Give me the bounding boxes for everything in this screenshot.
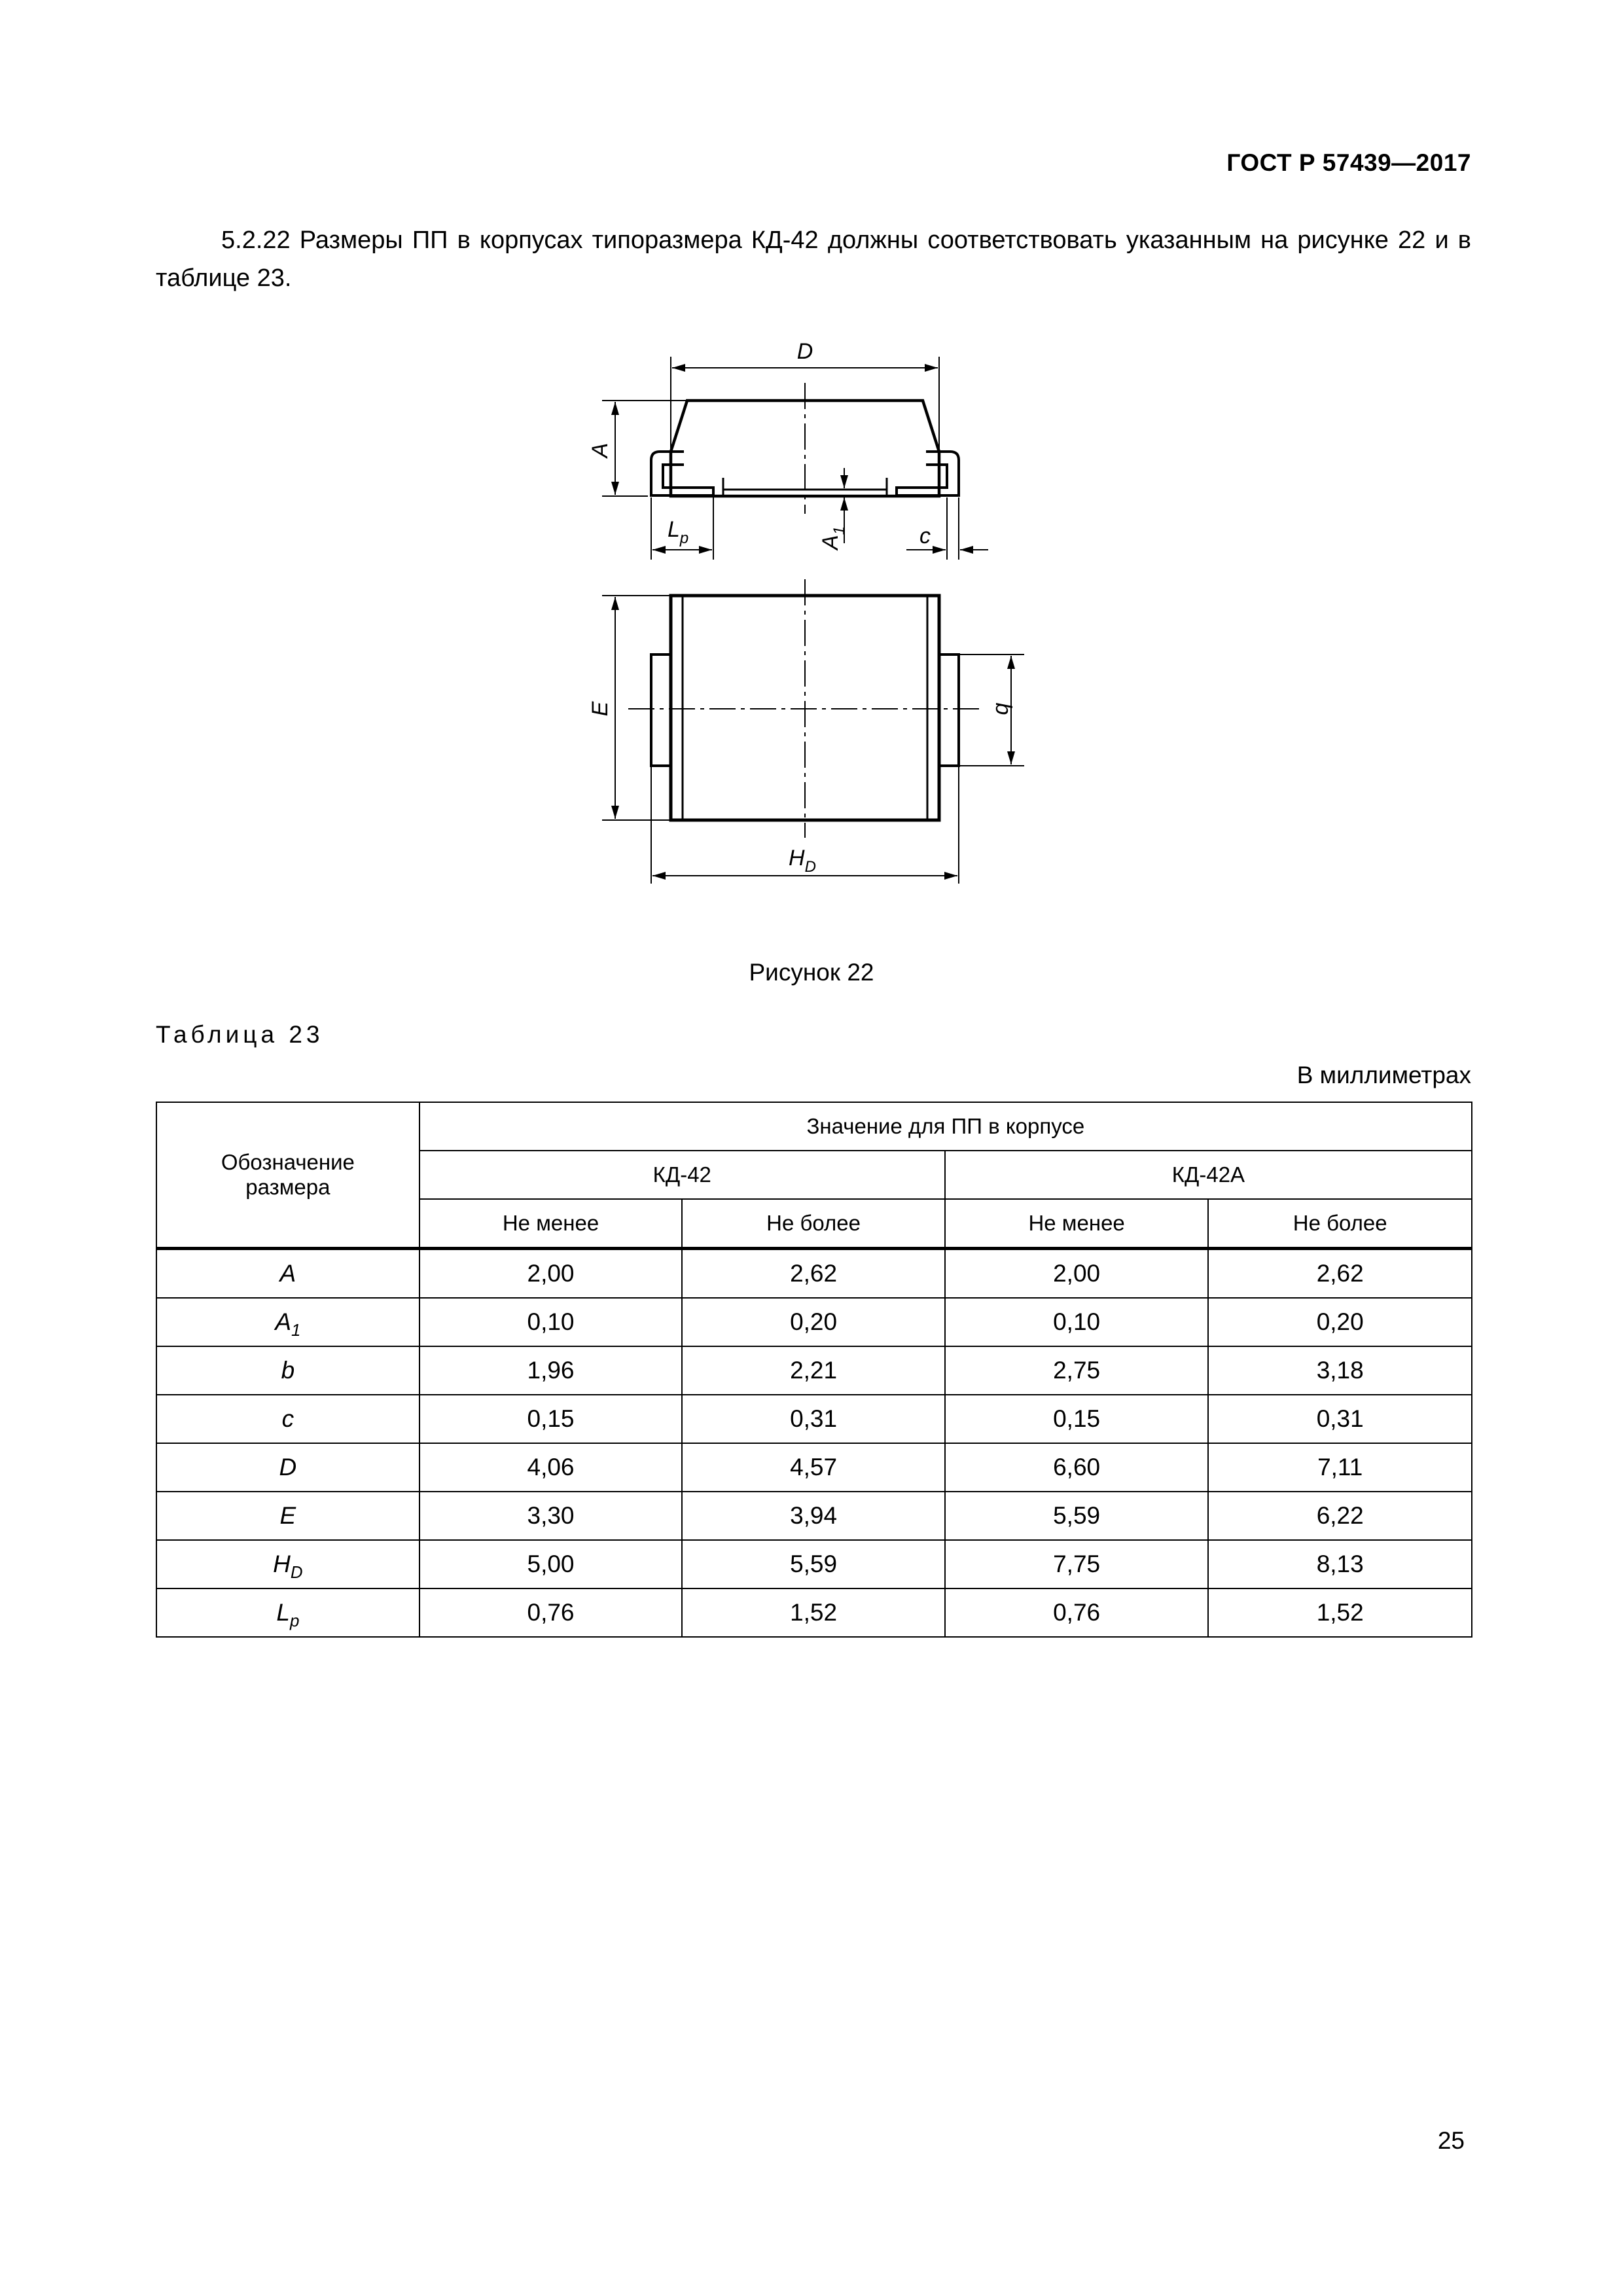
dimension-value: 5,59 <box>945 1492 1209 1540</box>
dimension-value: 0,10 <box>419 1298 683 1346</box>
dimension-value: 4,06 <box>419 1443 683 1492</box>
dimension-value: 0,76 <box>945 1588 1209 1637</box>
table-row <box>156 1492 1472 1540</box>
dimension-symbol-main: c <box>281 1405 294 1432</box>
dimension-value: 0,31 <box>1208 1395 1472 1443</box>
dimension-value: 7,75 <box>945 1540 1209 1588</box>
dimension-value: 0,15 <box>419 1395 683 1443</box>
package-header-kd42: КД-42 <box>419 1151 945 1199</box>
dimension-symbol-main: D <box>279 1454 297 1480</box>
dimension-value: 1,52 <box>682 1588 945 1637</box>
dimension-value: 6,60 <box>945 1443 1209 1492</box>
dimension-value: 0,20 <box>1208 1298 1472 1346</box>
limit-header: Не более <box>1208 1199 1472 1249</box>
table-row <box>156 1588 1472 1637</box>
dimension-value: 7,11 <box>1208 1443 1472 1492</box>
dimensions-table <box>156 1102 1472 1638</box>
dimension-value: 0,15 <box>945 1395 1209 1443</box>
dimension-symbol <box>156 1249 419 1299</box>
dimension-value: 1,96 <box>419 1346 683 1395</box>
table-units: В миллиметрах <box>1296 1062 1471 1088</box>
dimension-value: 3,94 <box>682 1492 945 1540</box>
dimension-value: 1,52 <box>1208 1588 1472 1637</box>
label-D: D <box>796 339 813 364</box>
dimension-symbol-main: A <box>275 1308 291 1335</box>
dimension-symbol <box>156 1443 419 1492</box>
dimension-symbol <box>156 1395 419 1443</box>
label-HD: $H_D$ <box>789 846 816 876</box>
left-lead <box>651 452 713 495</box>
document-id: ГОСТ Р 57439—2017 <box>1226 149 1471 176</box>
label-E: E <box>588 701 613 717</box>
dimension-value: 6,22 <box>1208 1492 1472 1540</box>
table-title: Таблица 23 <box>156 1021 324 1048</box>
dimension-value: 5,59 <box>682 1540 945 1588</box>
package-drawing <box>0 0 1623 916</box>
dimension-value: 0,76 <box>419 1588 683 1637</box>
dimension-value: 0,10 <box>945 1298 1209 1346</box>
dimension-value: 2,62 <box>682 1249 945 1299</box>
table-row <box>156 1298 1472 1346</box>
left-pad <box>651 655 671 766</box>
dimension-value: 2,00 <box>945 1249 1209 1299</box>
dimension-value: 4,57 <box>682 1443 945 1492</box>
package-header-kd42a: КД-42А <box>945 1151 1472 1199</box>
page-number: 25 <box>1437 2127 1465 2154</box>
dimension-value: 2,75 <box>945 1346 1209 1395</box>
section-paragraph: 5.2.22 Размеры ПП в корпусах типоразмера КД-42 должны соответствовать указанным на рисунке 22 и в таблице 23. <box>156 226 1471 292</box>
dimension-symbol-main: L <box>276 1599 290 1626</box>
dimension-value: 5,00 <box>419 1540 683 1588</box>
designation-header: Обозначение размера <box>156 1102 419 1249</box>
dimension-symbol-sub: p <box>289 1612 300 1631</box>
label-b: b <box>991 702 1016 715</box>
dimension-symbol <box>156 1346 419 1395</box>
dimension-value: 0,20 <box>682 1298 945 1346</box>
dimension-symbol-main: b <box>281 1357 295 1384</box>
dimension-symbol <box>156 1298 419 1346</box>
group-header: Значение для ПП в корпусе <box>419 1102 1472 1151</box>
limit-header: Не менее <box>419 1199 683 1249</box>
dimension-value: 0,31 <box>682 1395 945 1443</box>
dimension-symbol-main: H <box>273 1551 291 1577</box>
table-row <box>156 1395 1472 1443</box>
label-Lp: $L_p$ <box>668 517 689 547</box>
table-header-row <box>156 1102 1472 1151</box>
limit-header: Не более <box>682 1199 945 1249</box>
dimension-value: 3,18 <box>1208 1346 1472 1395</box>
table-row <box>156 1540 1472 1588</box>
dimension-symbol <box>156 1492 419 1540</box>
dimension-value: 2,21 <box>682 1346 945 1395</box>
limit-header: Не менее <box>945 1199 1209 1249</box>
label-A1: $A_1$ <box>818 526 848 550</box>
dimension-value: 2,00 <box>419 1249 683 1299</box>
top-view <box>602 579 1024 884</box>
dimension-symbol-sub: 1 <box>291 1321 301 1340</box>
label-A: A <box>588 442 613 458</box>
label-c: c <box>919 524 931 548</box>
dimension-symbol-main: A <box>279 1260 296 1287</box>
table-row <box>156 1249 1472 1299</box>
table-row <box>156 1346 1472 1395</box>
dimension-symbol-main: E <box>279 1502 296 1529</box>
dimension-symbol <box>156 1588 419 1637</box>
dimension-value: 3,30 <box>419 1492 683 1540</box>
right-lead <box>897 452 959 495</box>
right-pad <box>939 655 959 766</box>
dimension-value: 2,62 <box>1208 1249 1472 1299</box>
figure-caption: Рисунок 22 <box>749 959 874 986</box>
dimension-symbol-sub: D <box>290 1564 303 1583</box>
dimension-value: 8,13 <box>1208 1540 1472 1588</box>
table-row <box>156 1443 1472 1492</box>
dimension-symbol <box>156 1540 419 1588</box>
